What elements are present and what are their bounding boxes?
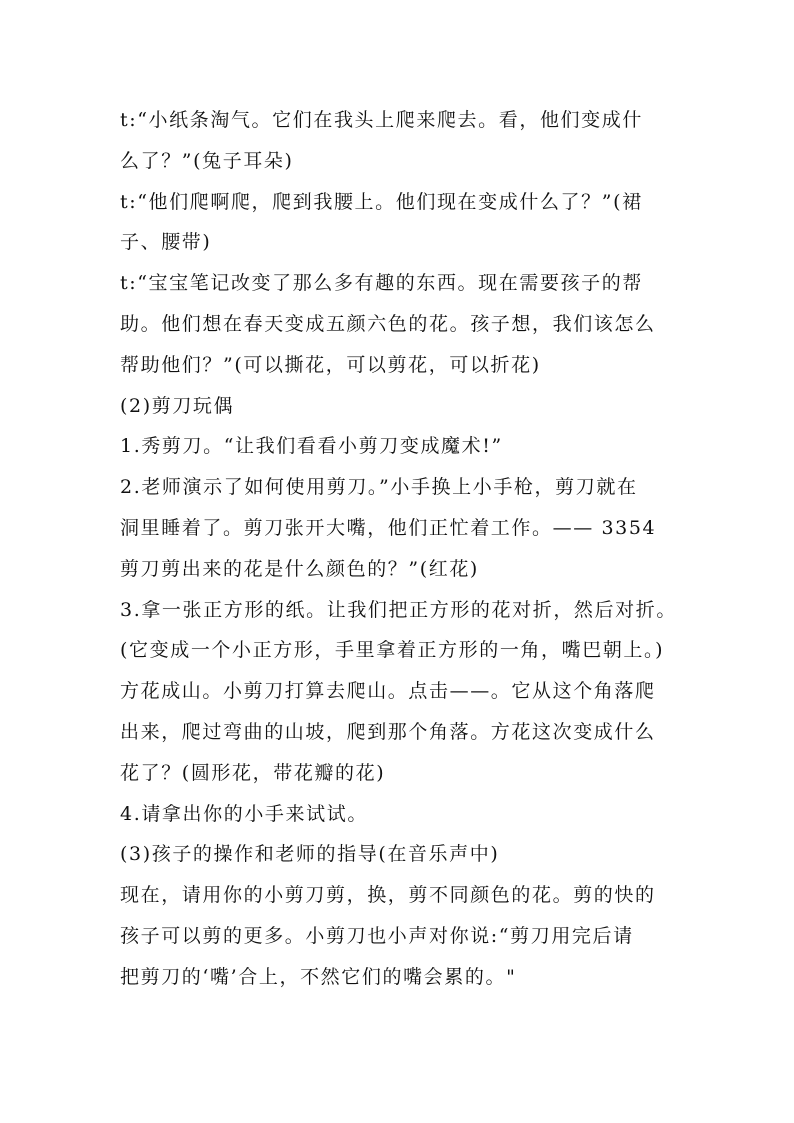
text-line: 么了？”(兔子耳朵): [120, 149, 294, 172]
text-line: 3.拿一张正方形的纸。让我们把正方形的花对折，然后对折。: [120, 598, 677, 621]
text-line: 1.秀剪刀。“让我们看看小剪刀变成魔术!”: [120, 435, 503, 458]
text-line: 方花成山。小剪刀打算去爬山。点击——。它从这个角落爬: [120, 680, 656, 703]
section-heading: (3)孩子的操作和老师的指导(在音乐声中): [120, 843, 500, 866]
text-line: 出来，爬过弯曲的山坡，爬到那个角落。方花这次变成什么: [120, 720, 656, 743]
text-line: 剪刀剪出来的花是什么颜色的？”(红花): [120, 557, 479, 580]
text-line: 子、腰带): [120, 231, 212, 254]
text-line: t:“小纸条淘气。它们在我头上爬来爬去。看，他们变成什: [120, 109, 643, 131]
text-line: 现在，请用你的小剪刀剪，换，剪不同颜色的花。剪的快的: [120, 884, 656, 907]
text-line: 洞里睡着了。剪刀张开大嘴，他们正忙着工作。—— 3354: [120, 516, 657, 539]
text-line: 孩子可以剪的更多。小剪刀也小声对你说:“剪刀用完后请: [120, 924, 634, 947]
text-line: t:“宝宝笔记改变了那么多有趣的东西。现在需要孩子的帮: [120, 272, 643, 295]
section-heading: (2)剪刀玩偶: [120, 394, 235, 417]
text-line: 4.请拿出你的小手来试试。: [120, 802, 368, 825]
document-body: [120, 100, 680, 998]
text-line: 帮助他们？”(可以撕花，可以剪花，可以折花): [120, 353, 541, 376]
text-line: (它变成一个小正方形，手里拿着正方形的一角，嘴巴朝上。): [120, 639, 665, 662]
text-line: 把剪刀的‘嘴’合上，不然它们的嘴会累的。": [120, 965, 517, 988]
text-line: 花了？(圆形花，带花瓣的花): [120, 761, 386, 784]
text-line: 2.老师演示了如何使用剪刀。”小手换上小手枪，剪刀就在: [120, 476, 638, 499]
text-line: t:“他们爬啊爬，爬到我腰上。他们现在变成什么了？”(裙: [120, 190, 643, 213]
text-line: 助。他们想在春天变成五颜六色的花。孩子想，我们该怎么: [120, 312, 656, 335]
